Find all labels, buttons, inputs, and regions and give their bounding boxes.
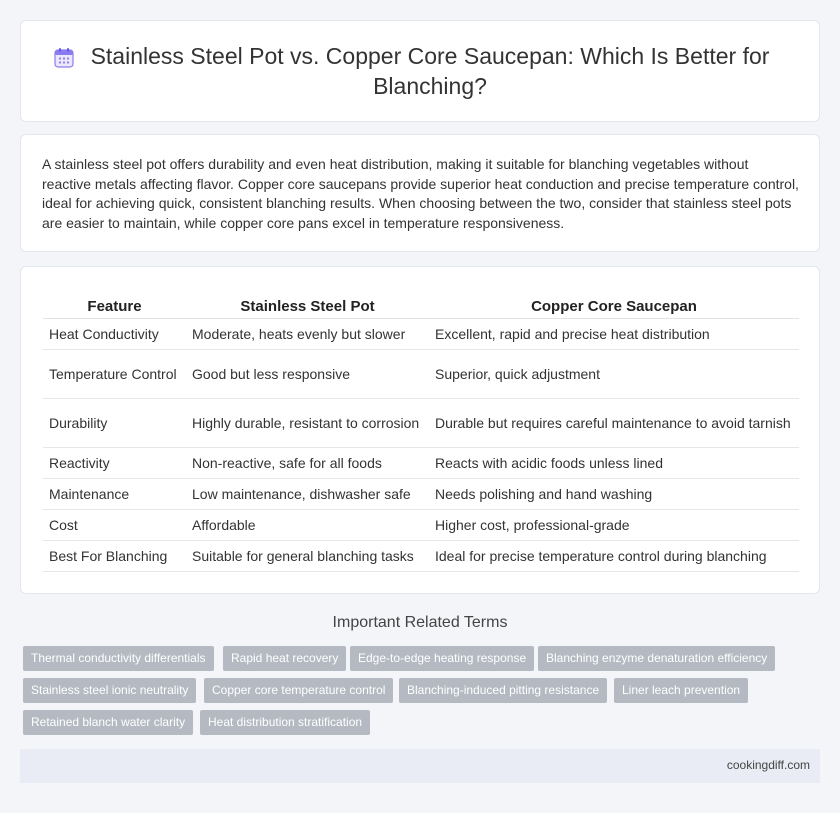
related-term-tag[interactable]: Stainless steel ionic neutrality xyxy=(23,678,196,703)
table-cell-copper: Excellent, rapid and precise heat distribution xyxy=(429,319,799,350)
table-row xyxy=(43,399,799,448)
page-title: Stainless Steel Pot vs. Copper Core Saucepan: Which Is Better for Blanching? xyxy=(90,43,770,99)
table-cell-stainless: Non-reactive, safe for all foods xyxy=(186,448,429,479)
table-cell-copper: Reacts with acidic foods unless lined xyxy=(429,448,799,479)
related-term-tag[interactable]: Retained blanch water clarity xyxy=(23,710,193,735)
table-cell-copper: Needs polishing and hand washing xyxy=(429,479,799,510)
related-term-tag[interactable]: Blanching enzyme denaturation efficiency xyxy=(538,646,775,671)
intro-paragraph: A stainless steel pot offers durability and even heat distribution, making it suitable for blanching vegetables without reactive metals affecting flavor. Copper core saucepans provide superior heat conduction and precise temperature control, ideal for achieving quick, consistent blanching results. When choosing between the two, consider that stainless steel pots are easier to maintain, while copper core pans excel in temperature responsiveness. xyxy=(42,156,799,231)
title-card xyxy=(20,20,820,122)
table-cell-stainless: Affordable xyxy=(186,510,429,541)
column-header-feature: Feature xyxy=(43,295,186,319)
related-term-tag[interactable]: Rapid heat recovery xyxy=(223,646,346,671)
table-cell-feature: Cost xyxy=(43,510,186,541)
table-cell-copper: Ideal for precise temperature control during blanching xyxy=(429,541,799,572)
table-cell-stainless: Good but less responsive xyxy=(186,350,429,399)
table-cell-feature: Temperature Control xyxy=(43,350,186,399)
related-term-tag[interactable]: Copper core temperature control xyxy=(204,678,393,703)
related-term-tag[interactable]: Edge-to-edge heating response xyxy=(350,646,534,671)
table-cell-feature: Maintenance xyxy=(43,479,186,510)
related-terms-heading: Important Related Terms xyxy=(332,614,508,631)
comparison-card xyxy=(20,266,820,594)
comparison-table xyxy=(43,295,799,572)
table-cell-feature: Reactivity xyxy=(43,448,186,479)
related-term-tag[interactable]: Heat distribution stratification xyxy=(200,710,370,735)
table-cell-feature: Heat Conductivity xyxy=(43,319,186,350)
table-cell-copper: Durable but requires careful maintenance to avoid tarnish xyxy=(429,399,799,448)
column-header-stainless: Stainless Steel Pot xyxy=(186,295,429,319)
column-header-copper: Copper Core Saucepan xyxy=(429,295,799,319)
table-row xyxy=(43,350,799,399)
table-cell-copper: Higher cost, professional-grade xyxy=(429,510,799,541)
table-cell-copper: Superior, quick adjustment xyxy=(429,350,799,399)
related-term-tag[interactable]: Blanching-induced pitting resistance xyxy=(399,678,607,703)
intro-card xyxy=(20,134,820,252)
table-row xyxy=(43,510,799,541)
table-cell-stainless: Low maintenance, dishwasher safe xyxy=(186,479,429,510)
table-cell-feature: Best For Blanching xyxy=(43,541,186,572)
table-cell-feature: Durability xyxy=(43,399,186,448)
table-row xyxy=(43,541,799,572)
table-header-row xyxy=(43,295,799,319)
footer xyxy=(20,749,820,783)
table-cell-stainless: Moderate, heats evenly but slower xyxy=(186,319,429,350)
footer-site-link[interactable]: cookingdiff.com xyxy=(726,758,810,772)
related-term-tag[interactable]: Liner leach prevention xyxy=(614,678,748,703)
table-cell-stainless: Suitable for general blanching tasks xyxy=(186,541,429,572)
related-term-tag[interactable]: Thermal conductivity differentials xyxy=(23,646,214,671)
table-row xyxy=(43,479,799,510)
table-row xyxy=(43,319,799,350)
table-row xyxy=(43,448,799,479)
table-cell-stainless: Highly durable, resistant to corrosion xyxy=(186,399,429,448)
